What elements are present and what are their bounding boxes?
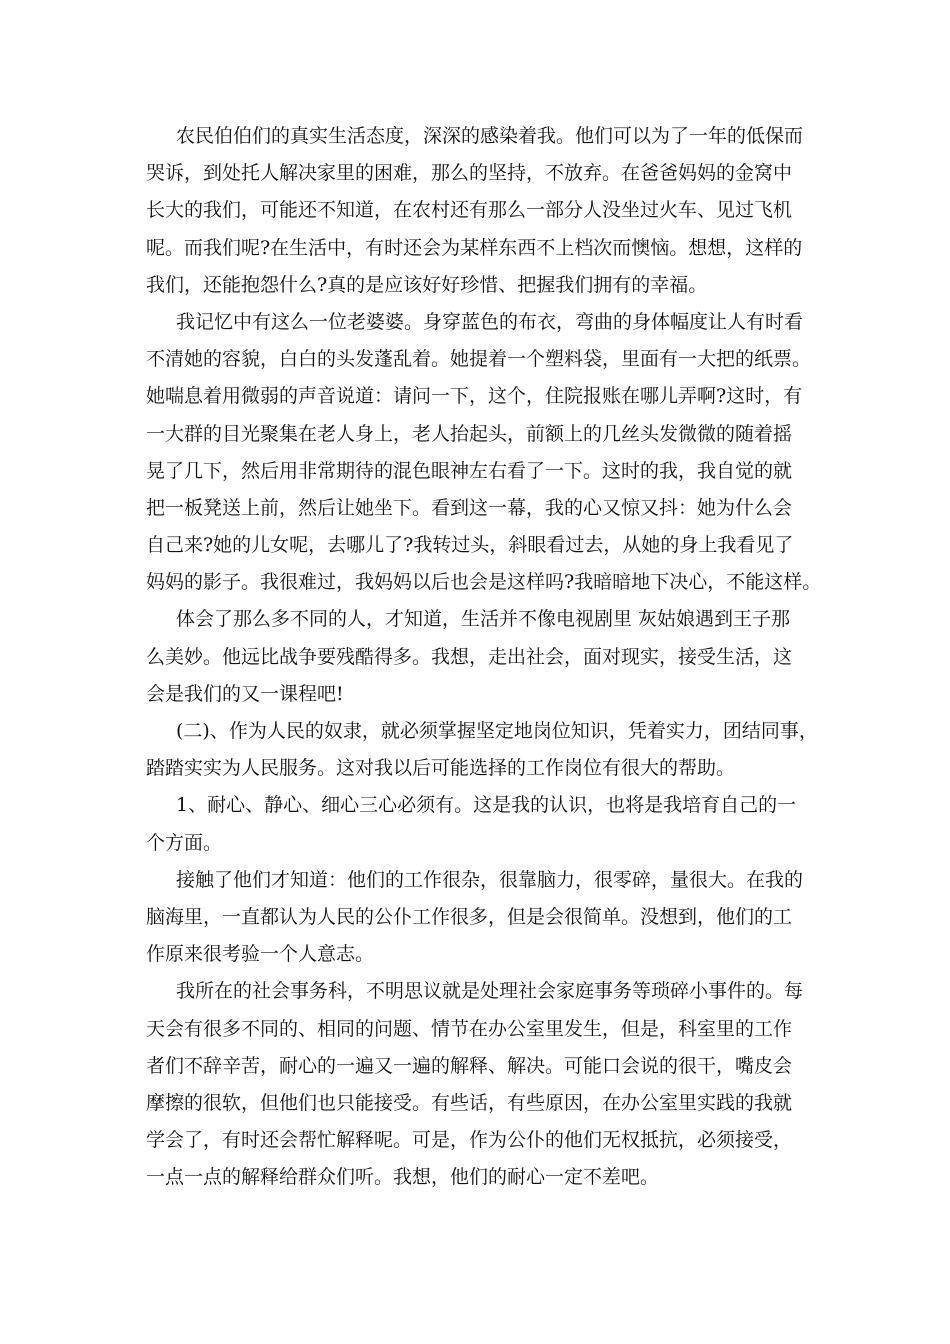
text-line: 接触了他们才知道：他们的工作很杂，很靠脑力，很零碎，量很大。在我的 xyxy=(176,868,804,891)
text-line: 我记忆中有这么一位老婆婆。身穿蓝色的布衣，弯曲的身体幅度让人有时看 xyxy=(176,310,804,333)
text-line: 1、耐心、静心、细心三心必须有。这是我的认识，也将是我培育自己的一 xyxy=(176,794,797,817)
text-line: 天会有很多不同的、相同的问题、情节在办公室里发生，但是，科室里的工作 xyxy=(146,1017,793,1040)
text-line: 者们不辞辛苦，耐心的一遍又一遍的解释、解决。可能口会说的很干，嘴皮会 xyxy=(146,1054,793,1077)
text-line: 我所在的社会事务科，不明思议就是处理社会家庭事务等琐碎小事件的。每 xyxy=(176,980,804,1003)
text-line: 会是我们的又一课程吧! xyxy=(146,682,344,705)
text-line: 么美妙。他远比战争要残酷得多。我想，走出社会，面对现实，接受生活，这 xyxy=(146,645,793,668)
text-line: 一大群的目光聚集在老人身上，老人抬起头，前额上的几丝头发微微的随着摇 xyxy=(146,422,793,445)
text-line: 作原来很考验一个人意志。 xyxy=(146,943,375,966)
text-line: 她喘息着用微弱的声音说道：请问一下，这个，住院报账在哪儿弄啊?这时，有 xyxy=(146,385,803,408)
text-line: 呢。而我们呢?在生活中，有时还会为某样东西不上档次而懊恼。想想，这样的 xyxy=(146,236,803,259)
text-line: 学会了，有时还会帮忙解释呢。可是，作为公仆的他们无权抵抗，必须接受， xyxy=(146,1129,793,1152)
text-line: 自己来?她的儿女呢，去哪儿了?我转过头，斜眼看过去，从她的身上我看见了 xyxy=(146,534,794,557)
text-line: 长大的我们，可能还不知道，在农村还有那么一部分人没坐过火车、见过飞机 xyxy=(146,199,793,222)
text-line: 农民伯伯们的真实生活态度，深深的感染着我。他们可以为了一年的低保而 xyxy=(176,125,804,147)
text-line: 不清她的容貌，白白的头发蓬乱着。她提着一个塑料袋，里面有一大把的纸票。 xyxy=(146,348,812,371)
text-line: (二)、作为人民的奴隶，就必须掌握坚定地岗位知识，凭着实力，团结同事， xyxy=(176,720,818,742)
text-line: 体会了那么多不同的人，才知道，生活并不像电视剧里 灰姑娘遇到王子那 xyxy=(176,608,791,631)
text-line: 妈妈的影子。我很难过，我妈妈以后也会是这样吗?我暗暗地下决心，不能这样。 xyxy=(146,571,822,594)
text-line: 个方面。 xyxy=(146,831,223,854)
text-line: 晃了几下，然后用非常期待的混色眼神左右看了一下。这时的我，我自觉的就 xyxy=(146,459,793,482)
document-body xyxy=(146,118,822,1196)
text-line: 把一板凳送上前，然后让她坐下。看到这一幕，我的心又惊又抖：她为什么会 xyxy=(146,496,793,519)
text-line: 踏踏实实为人民服务。这对我以后可能选择的工作岗位有很大的帮助。 xyxy=(146,757,736,780)
text-line: 一点一点的解释给群众们听。我想，他们的耐心一定不差吧。 xyxy=(146,1166,660,1189)
text-line: 摩擦的很软，但他们也只能接受。有些话，有些原因，在办公室里实践的我就 xyxy=(146,1091,793,1114)
text-line: 我们，还能抱怨什么?真的是应该好好珍惜、把握我们拥有的幸福。 xyxy=(146,273,708,296)
text-line: 哭诉，到处托人解决家里的困难，那么的坚持，不放弃。在爸爸妈妈的金窝中 xyxy=(146,162,793,185)
text-line: 脑海里，一直都认为人民的公仆工作很多，但是会很简单。没想到，他们的工 xyxy=(146,905,793,928)
